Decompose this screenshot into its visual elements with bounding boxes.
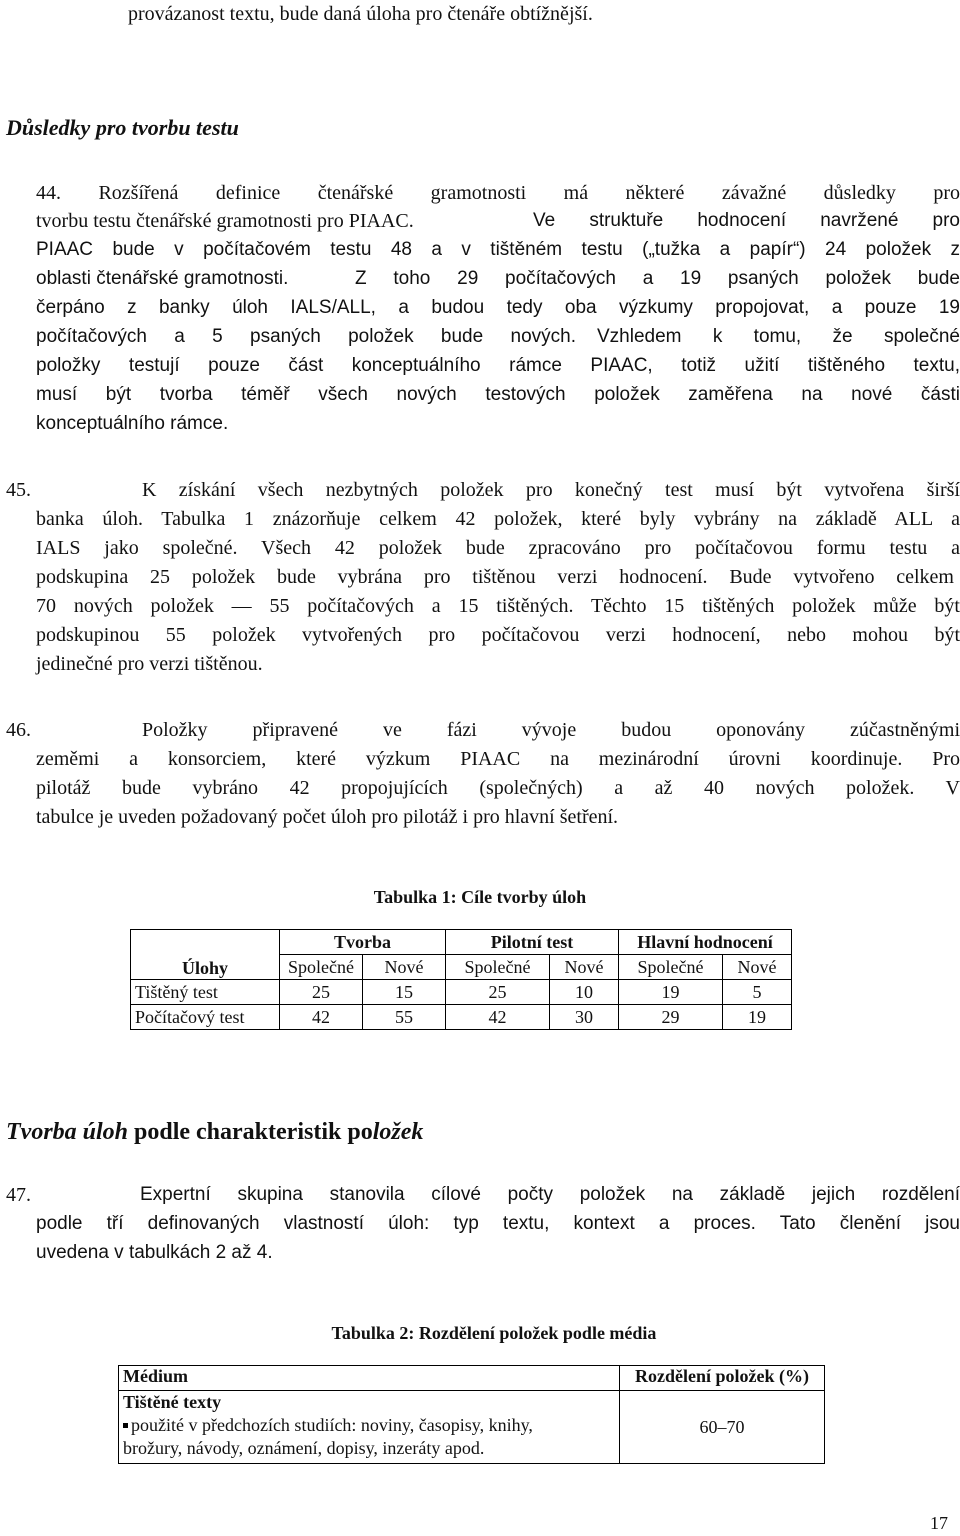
p44-line-6b: Vzhledem k tomu, že společné <box>597 326 960 347</box>
p44-line-2b: Ve struktuře hodnocení navržené pro <box>533 210 960 231</box>
table-row <box>131 980 792 1005</box>
table-2 <box>118 1365 825 1464</box>
table-row-label: Počítačový test <box>131 1005 280 1030</box>
p44-line-8: musí být tvorba téměř všech nových testových položek zaměřena na nové části <box>36 384 960 405</box>
p45-line-1: K získání všech nezbytných položek pro konečný test musí být vytvořena širší <box>142 479 960 501</box>
table-group-header: Tvorba <box>280 930 446 955</box>
p45-line-4: podskupina 25 položek bude vybrána pro tištěnou verzi hodnocení. Bude vytvořeno celkem <box>36 566 954 588</box>
table-subheader: Společné <box>446 955 550 980</box>
table-cell-share: 60–70 <box>620 1391 825 1464</box>
table-row <box>119 1366 825 1391</box>
p45-line-5: 70 nových položek — 55 počítačových a 15 tištěných. Těchto 15 tištěných položek může být <box>36 595 960 617</box>
table-row-description <box>123 1414 615 1437</box>
table-cell: 19 <box>619 980 723 1005</box>
table-group-header: Pilotní test <box>446 930 619 955</box>
p44-line-4b: Z toho 29 počítačových a 19 psaných položek bude <box>355 268 960 289</box>
p47-line-1: Expertní skupina stanovila cílové počty položek na základě jejich rozdělení <box>140 1184 960 1205</box>
table-cell: 30 <box>550 1005 619 1030</box>
heading-plain-part: podle charakteristik po <box>128 1119 373 1145</box>
table-1-caption: Tabulka 1: Cíle tvorby úloh <box>373 887 587 907</box>
p44-line-7: položky testují pouze část konceptuálního rámce PIAAC, totiž užití tištěného textu, <box>36 355 960 376</box>
table-row <box>119 1391 825 1464</box>
p46-line-1: Položky připravené ve fázi vývoje budou oponovány zúčastněnými <box>142 719 960 741</box>
p46-line-3: pilotáž bude vybráno 42 propojujících (společných) a až 40 nových položek. V <box>36 777 960 799</box>
section-heading-task-creation <box>6 1118 423 1146</box>
p45-line-3: IALS jako společné. Všech 42 položek bude zpracováno pro počítačovou formu testu a <box>36 537 960 559</box>
p47-line-2: podle tří definovaných vlastností úloh: typ textu, kontext a proces. Tato členění jsou <box>36 1213 960 1234</box>
table-cell: 29 <box>619 1005 723 1030</box>
bullet-icon <box>123 1423 128 1428</box>
heading-italic-part-1: Tvorba úloh <box>6 1119 129 1145</box>
p46-line-4: tabulce je uveden požadovaný počet úloh pro pilotáž i pro hlavní šetření. <box>36 806 619 828</box>
table-cell: 42 <box>446 1005 550 1030</box>
p44-line-2a: tvorbu testu čtenářské gramotnosti pro PIAAC. <box>36 210 414 232</box>
p44-line-4a: oblasti čtenářské gramotnosti. <box>36 268 289 289</box>
p44-line-1: 44. Rozšířená definice čtenářské gramotnosti má některé závažné důsledky pro <box>36 182 960 204</box>
table-header-tasks: Úlohy <box>131 930 280 980</box>
table-row <box>131 930 792 955</box>
table-cell: 25 <box>446 980 550 1005</box>
p45-line-6: podskupinou 55 položek vytvořených pro počítačovou verzi hodnocení, nebo mohou být <box>36 624 960 646</box>
table-cell-printed-texts <box>119 1391 620 1464</box>
table-subheader: Nové <box>550 955 619 980</box>
table-header-medium: Médium <box>119 1366 620 1391</box>
p45-line-2: banka úloh. Tabulka 1 znázorňuje celkem 42 položek, které byly vybrány na základě ALL a <box>36 508 960 530</box>
p44-line-9: konceptuálního rámce. <box>36 413 229 434</box>
table-cell: 10 <box>550 980 619 1005</box>
p46-number: 46. <box>6 719 31 741</box>
table-row-description-2: brožury, návody, oznámení, dopisy, inzeráty apod. <box>123 1438 485 1458</box>
table-subheader: Nové <box>723 955 792 980</box>
heading-italic-part-2: ložek <box>372 1119 424 1145</box>
p44-line-3: PIAAC bude v počítačovém testu 48 a v tištěném testu („tužka a papír“) 24 položek z <box>36 239 960 260</box>
section-heading-consequences: Důsledky pro tvorbu testu <box>6 115 239 140</box>
table-cell: 42 <box>280 1005 363 1030</box>
table-row <box>131 1005 792 1030</box>
table-1 <box>130 929 792 1030</box>
p44-line-6a: počítačových a 5 psaných položek bude nových. <box>36 326 576 347</box>
table-cell: 5 <box>723 980 792 1005</box>
table-2-caption: Tabulka 2: Rozdělení položek podle média <box>331 1323 657 1343</box>
top-fragment-text: provázanost textu, bude daná úloha pro čtenáře obtížnější. <box>128 3 593 25</box>
p47-number: 47. <box>6 1184 31 1206</box>
table-cell: 55 <box>363 1005 446 1030</box>
table-cell: 19 <box>723 1005 792 1030</box>
p44-line-5: čerpáno z banky úloh IALS/ALL, a budou tedy oba výzkumy propojovat, a pouze 19 <box>36 297 960 318</box>
table-subheader: Společné <box>619 955 723 980</box>
table-cell: 15 <box>363 980 446 1005</box>
table-header-share: Rozdělení položek (%) <box>620 1366 825 1391</box>
table-subheader: Společné <box>280 955 363 980</box>
p45-number: 45. <box>6 479 31 501</box>
table-cell: 25 <box>280 980 363 1005</box>
table-group-header: Hlavní hodnocení <box>619 930 792 955</box>
table-subheader: Nové <box>363 955 446 980</box>
p47-line-3: uvedena v tabulkách 2 až 4. <box>36 1242 273 1263</box>
page-number: 17 <box>930 1513 948 1533</box>
table-row-label: Tištěný test <box>131 980 280 1005</box>
table-row-title: Tištěné texty <box>123 1392 222 1412</box>
p45-line-7: jedinečné pro verzi tištěnou. <box>36 653 263 675</box>
table-row-desc-1: použité v předchozích studiích: noviny, časopisy, knihy, <box>131 1415 533 1435</box>
p46-line-2: zeměmi a konsorciem, které výzkum PIAAC na mezinárodní úrovni koordinuje. Pro <box>36 748 960 770</box>
